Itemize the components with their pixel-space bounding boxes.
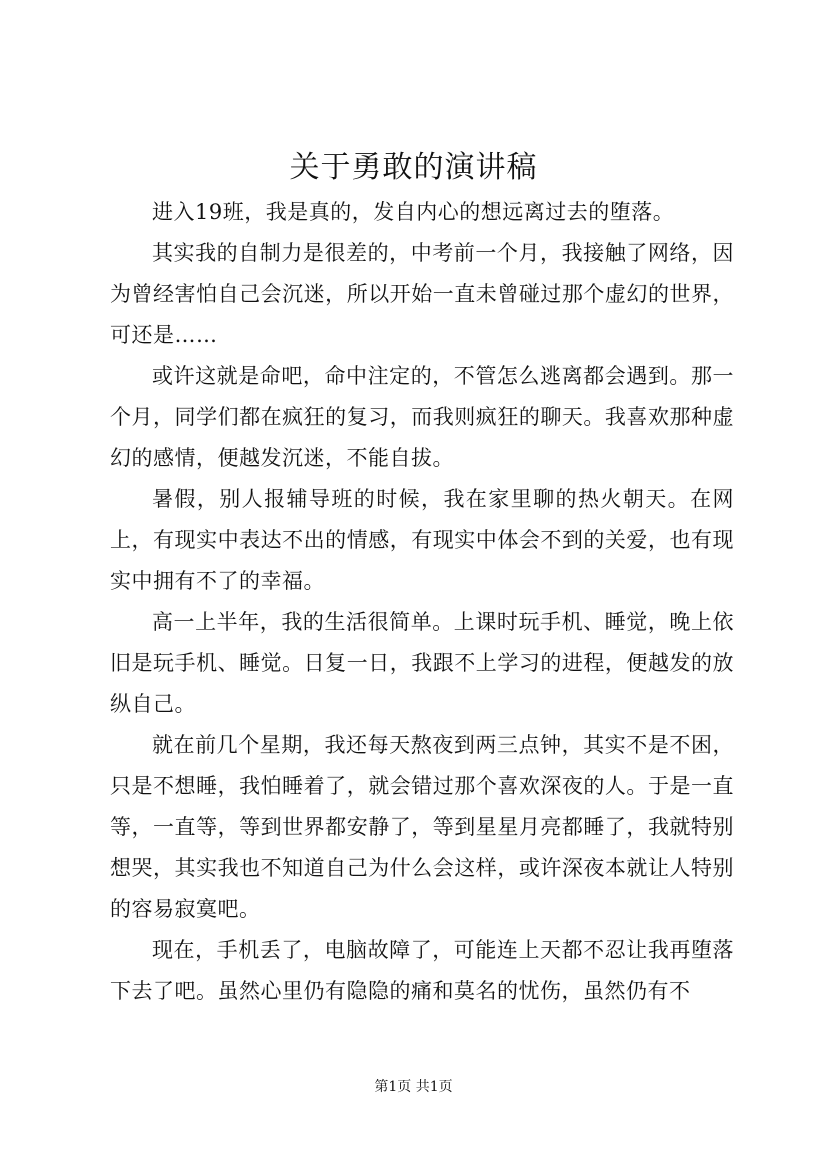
paragraph: 就在前几个星期，我还每天熬夜到两三点钟，其实不是不困，只是不想睡，我怕睡着了，就会错过那个喜欢深夜的人。于是一直等，一直等，等到世界都安静了，等到星星月亮都睡了，我就特别想哭，其实我也不知道自己为什么会这样，或许深夜本就让人特别的容易寂寞吧。 bbox=[110, 733, 734, 921]
paragraph: 进入19班，我是真的，发自内心的想远离过去的堕落。 bbox=[152, 200, 675, 224]
paragraph: 高一上半年，我的生活很简单。上课时玩手机、睡觉，晚上依旧是玩手机、睡觉。日复一日，我跟不上学习的进程，便越发的放纵自己。 bbox=[110, 610, 734, 716]
paragraph: 现在，手机丢了，电脑故障了，可能连上天都不忍让我再堕落下去了吧。虽然心里仍有隐隐的痛和莫名的忧伤，虽然仍有不 bbox=[110, 938, 734, 1003]
page-number-footer: 第1页 共1页 bbox=[374, 1079, 453, 1095]
paragraph: 其实我的自制力是很差的，中考前一个月，我接触了网络，因为曾经害怕自己会沉迷，所以开始一直未曾碰过那个虚幻的世界，可还是…… bbox=[110, 241, 734, 347]
document-body bbox=[110, 192, 734, 1012]
paragraph: 或许这就是命吧，命中注定的，不管怎么逃离都会遇到。那一个月，同学们都在疯狂的复习，而我则疯狂的聊天。我喜欢那种虚幻的感情，便越发沉迷，不能自拔。 bbox=[110, 364, 734, 470]
paragraph: 暑假，别人报辅导班的时候，我在家里聊的热火朝天。在网上，有现实中表达不出的情感，有现实中体会不到的关爱，也有现实中拥有不了的幸福。 bbox=[110, 487, 734, 593]
document-title: 关于勇敢的演讲稿 bbox=[289, 150, 538, 185]
